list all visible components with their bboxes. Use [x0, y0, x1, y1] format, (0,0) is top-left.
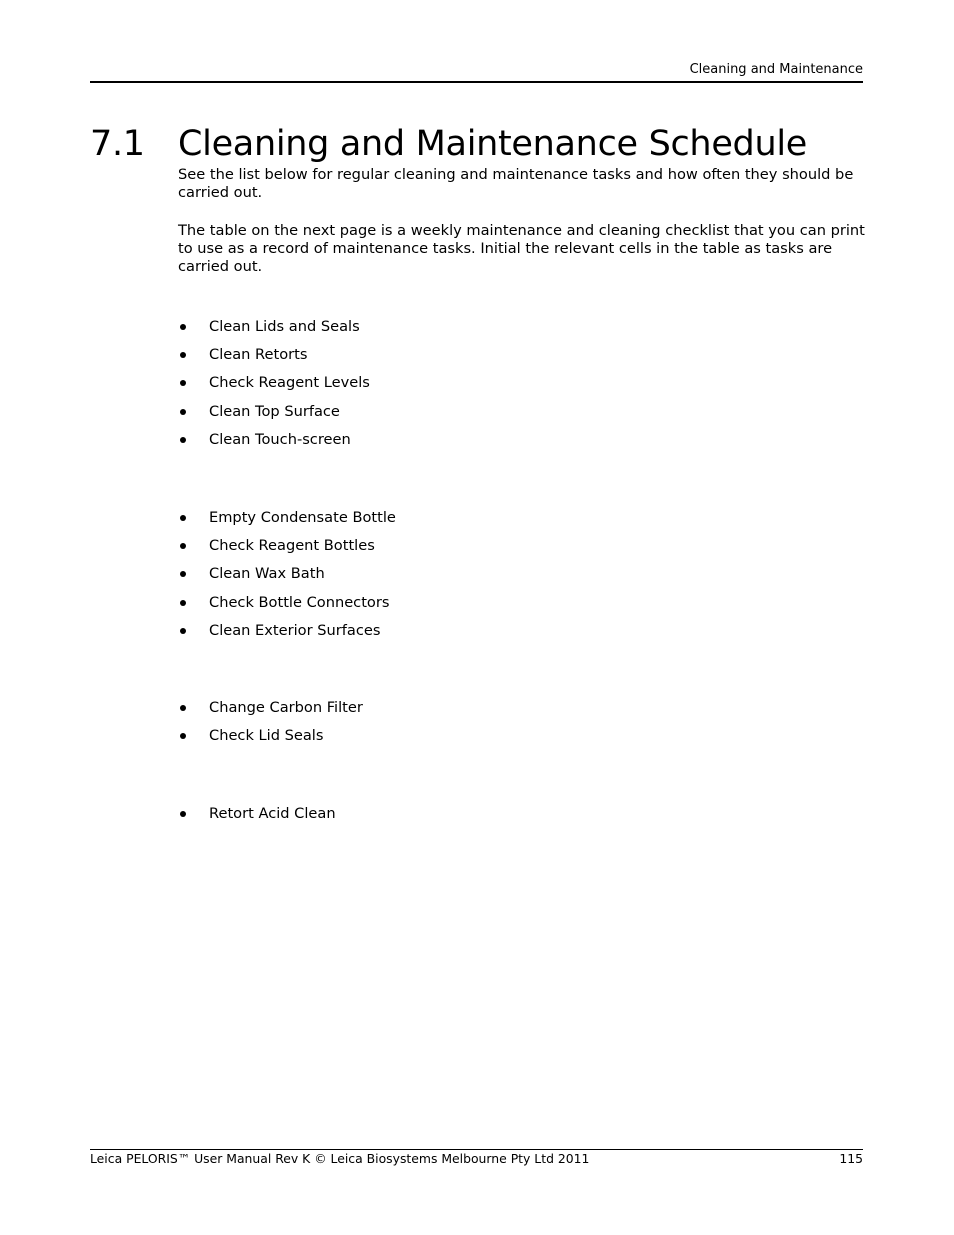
bullet-icon — [180, 543, 186, 549]
bullet-icon — [180, 437, 186, 443]
section-heading — [90, 120, 807, 168]
section-title: Cleaning and Maintenance Schedule — [178, 124, 808, 165]
task-list-group-1 — [178, 318, 370, 459]
list-item: Retort Acid Clean — [178, 805, 336, 833]
list-item: Clean Touch-screen — [178, 431, 370, 459]
task-list-group-3 — [178, 699, 363, 755]
list-item: Clean Exterior Surfaces — [178, 622, 396, 650]
bullet-icon — [180, 705, 186, 711]
task-list-group-4 — [178, 805, 336, 833]
list-item: Check Reagent Levels — [178, 374, 370, 402]
bullet-icon — [180, 352, 186, 358]
footer-divider — [90, 1149, 863, 1150]
intro-paragraph-1: See the list below for regular cleaning and maintenance tasks and how often they should be carried out. — [178, 166, 854, 201]
bullet-icon — [180, 571, 186, 577]
footer-page-number: 115 — [839, 1151, 863, 1166]
running-header: Cleaning and Maintenance — [689, 62, 863, 77]
list-item: Check Lid Seals — [178, 727, 363, 755]
list-item: Clean Wax Bath — [178, 565, 396, 593]
bullet-icon — [180, 409, 186, 415]
list-item: Empty Condensate Bottle — [178, 509, 396, 537]
list-item: Clean Retorts — [178, 346, 370, 374]
header-divider — [90, 81, 863, 83]
bullet-icon — [180, 811, 186, 817]
list-item: Change Carbon Filter — [178, 699, 363, 727]
intro-paragraph-2: The table on the next page is a weekly maintenance and cleaning checklist that you can print to use as a record of maintenance tasks. Initial the relevant cells in the table as tasks are carried out. — [178, 222, 865, 275]
bullet-icon — [180, 515, 186, 521]
bullet-icon — [180, 733, 186, 739]
task-list-group-2 — [178, 509, 396, 650]
list-item: Clean Lids and Seals — [178, 318, 370, 346]
bullet-icon — [180, 324, 186, 330]
bullet-icon — [180, 380, 186, 386]
bullet-icon — [180, 628, 186, 634]
list-item: Check Bottle Connectors — [178, 594, 396, 622]
bullet-icon — [180, 600, 186, 606]
list-item: Check Reagent Bottles — [178, 537, 396, 565]
section-number: 7.1 — [90, 124, 145, 165]
footer-document-info: Leica PELORIS™ User Manual Rev K © Leica Biosystems Melbourne Pty Ltd 2011 — [90, 1151, 590, 1166]
list-item: Clean Top Surface — [178, 403, 370, 431]
